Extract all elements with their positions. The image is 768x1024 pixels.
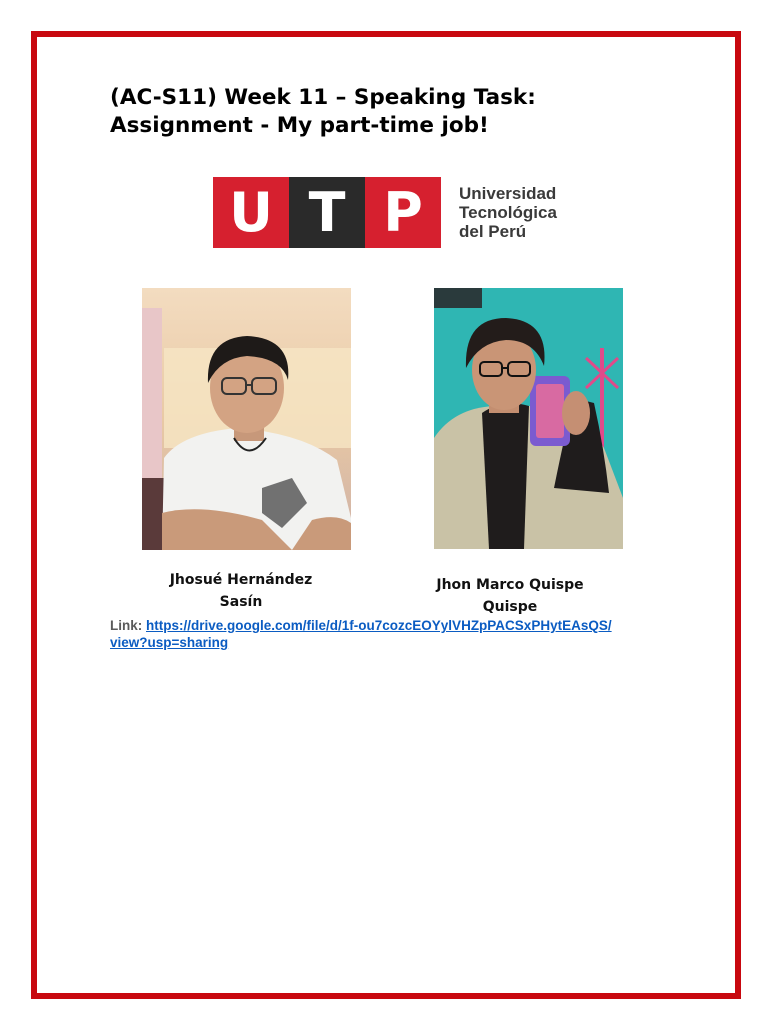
student-photo-1: [142, 288, 351, 550]
student-name-2: [410, 574, 610, 618]
drive-link-url-line-1: https://drive.google.com/file/d/1f-ou7cozcEOYylVHZpPACSxPHytEAsQS/: [146, 618, 612, 633]
drive-link[interactable]: [110, 618, 612, 650]
student-name-1: [142, 569, 340, 613]
logo-letter-t: T: [289, 177, 365, 248]
title-line-2: Assignment - My part-time job!: [110, 113, 489, 138]
student-name-1-line-2: Sasín: [219, 594, 263, 610]
logo-wordmark: [459, 184, 557, 241]
logo-text-line-2: Tecnológica: [459, 203, 557, 222]
drive-link-line: [110, 617, 670, 651]
title-line-1: (AC-S11) Week 11 – Speaking Task:: [110, 85, 536, 110]
logo-text-line-3: del Perú: [459, 222, 527, 241]
student-photo-2: [434, 288, 623, 549]
student-photo-2-image: [434, 288, 623, 549]
student-name-2-line-2: Quispe: [482, 599, 538, 615]
logo-letter-p: P: [365, 177, 441, 248]
link-label: Link:: [110, 618, 143, 633]
drive-link-url-line-2: view?usp=sharing: [110, 635, 229, 650]
logo-letter-u: U: [213, 177, 289, 248]
student-name-2-line-1: Jhon Marco Quispe: [436, 577, 584, 593]
logo-text-line-1: Universidad: [459, 184, 557, 203]
student-name-1-line-1: Jhosué Hernández: [169, 572, 313, 588]
document-title: [110, 84, 670, 140]
student-photo-1-image: [142, 288, 351, 550]
utp-logo: [213, 177, 557, 248]
